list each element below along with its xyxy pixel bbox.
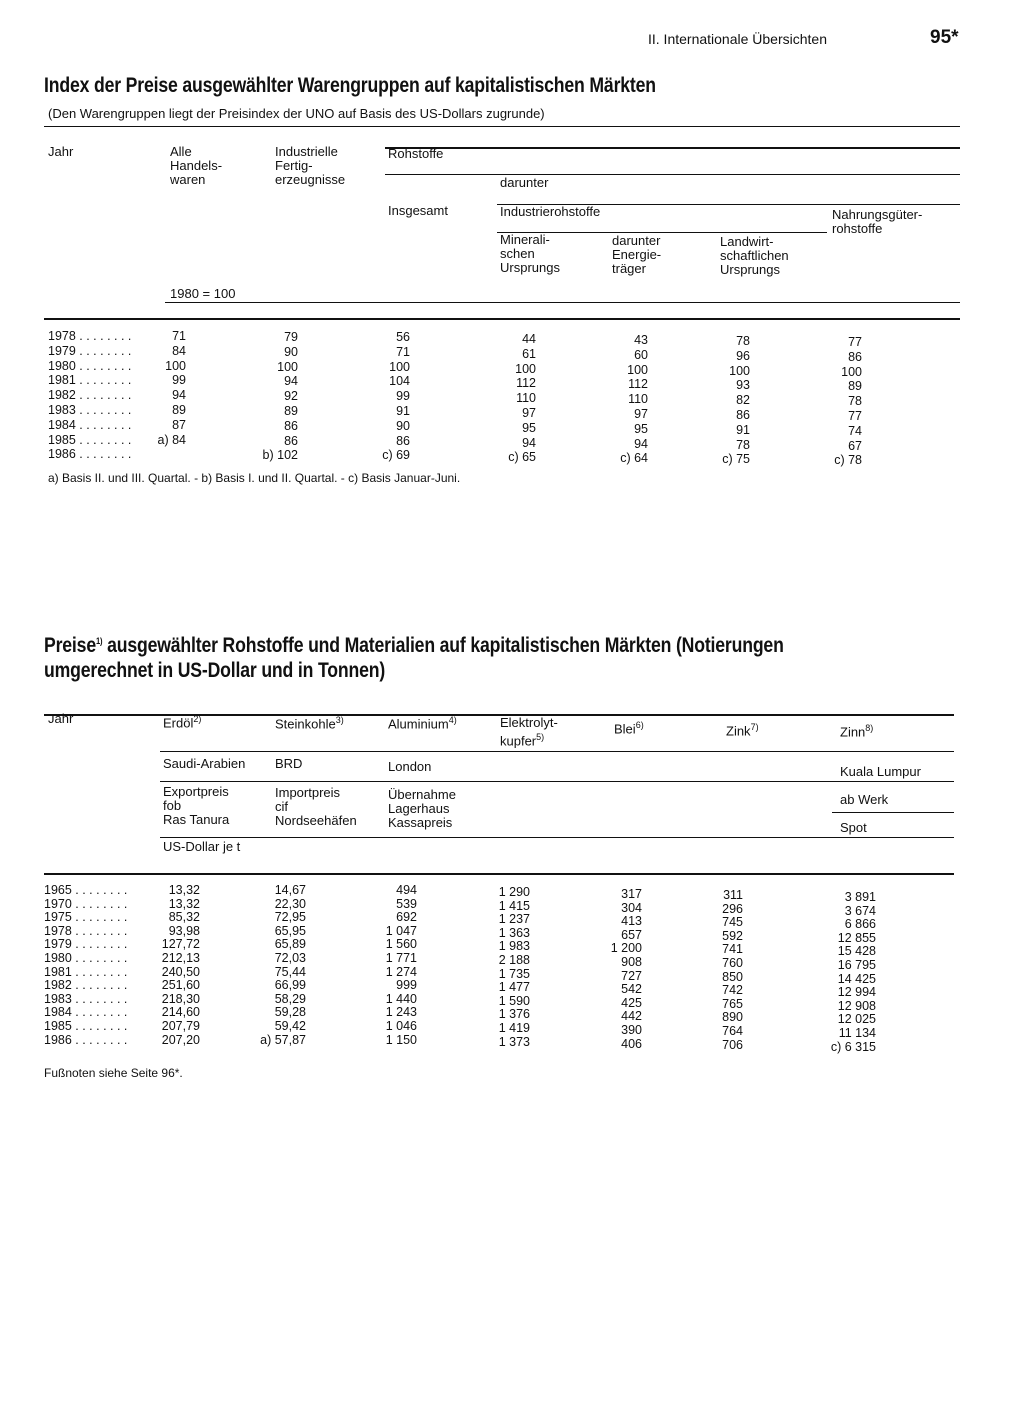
cell-erdoel: 13,32: [168, 883, 200, 897]
cell-kupfer: 1 590: [498, 993, 530, 1008]
cell-kohle: 72,03: [274, 951, 306, 965]
t1-col-rohstoffe: Rohstoffe: [388, 146, 444, 161]
t2-importpreis: Importpreis cif Nordseehäfen: [275, 785, 357, 828]
cell-zinn: 6 866: [844, 917, 876, 932]
table1-title: Index der Preise ausgewählter Warengruppen auf kapitalistischen Märkten: [44, 74, 656, 97]
cell-alle: 94: [172, 388, 186, 403]
t2-kupfer-label: Elektrolyt- kupfer: [500, 715, 558, 749]
section-heading: II. Internationale Übersichten: [648, 31, 827, 47]
cell-kupfer: 1 373: [498, 1034, 530, 1049]
cell-blei: 1 200: [610, 941, 642, 956]
table2-title-rest: ausgewählter Rohstoffe und Materialien auf kapitalistischen Märkten (Notierungen: [102, 634, 784, 657]
cell-blei: 442: [621, 1009, 642, 1024]
table2-rule-zinn: [832, 812, 954, 813]
row-year: 1965 . . . . . . . .: [44, 883, 128, 897]
t1-col-nahrung: Nahrungsgüter- rohstoffe: [832, 207, 923, 236]
cell-energie: 43: [634, 333, 648, 347]
cell-blei: 317: [621, 887, 642, 901]
cell-erdoel: 85,32: [168, 910, 200, 925]
cell-alu: 1 771: [385, 951, 417, 965]
table1-subtitle: (Den Warengruppen liegt der Preisindex der UNO auf Basis des US-Dollars zugrunde): [48, 106, 545, 121]
cell-energie: 60: [634, 347, 648, 362]
cell-alu: 1 150: [385, 1032, 417, 1047]
cell-energie: 95: [634, 421, 648, 436]
t2-col-steinkohle: [275, 713, 344, 731]
cell-zinn: 12 994: [837, 985, 876, 1000]
cell-kupfer: 1 376: [498, 1007, 530, 1022]
cell-zink: 890: [722, 1010, 743, 1025]
cell-blei: 657: [621, 927, 642, 942]
cell-ind: 92: [284, 389, 298, 404]
cell-blei: 406: [621, 1036, 642, 1051]
cell-zink: 745: [722, 915, 743, 930]
cell-zink: 311: [723, 888, 743, 902]
cell-kupfer: 1 237: [498, 912, 530, 927]
cell-zink: 850: [722, 969, 743, 984]
t2-steinkohle-label: Steinkohle: [275, 716, 336, 732]
row-year: 1979 . . . . . . . .: [44, 937, 128, 952]
t2-erdoel-fn: 2): [193, 714, 202, 724]
cell-kupfer: 1 363: [498, 925, 530, 940]
cell-min: 112: [516, 376, 536, 391]
t1-col-darunter: darunter: [500, 175, 549, 190]
cell-insg: 90: [396, 418, 410, 433]
cell-energie: 100: [627, 362, 648, 377]
row-year: 1985 . . . . . . . .: [44, 1019, 128, 1033]
cell-alu: 1 047: [385, 923, 417, 938]
cell-erdoel: 240,50: [161, 964, 200, 979]
table1-rule-rohstoffe: [385, 147, 960, 149]
cell-zink: 592: [722, 928, 743, 943]
t2-col-erdoel: [163, 712, 201, 730]
t2-place-london: London: [388, 759, 432, 774]
t1-col-mineral: Minerali- schen Ursprungs: [500, 232, 560, 275]
cell-blei: 908: [621, 955, 642, 969]
row-year: 1975 . . . . . . . .: [44, 910, 128, 925]
cell-zink: 296: [722, 901, 743, 916]
cell-kohle: 22,30: [274, 896, 306, 911]
table2-rule-1: [160, 751, 954, 752]
t2-erdoel-label: Erdöl: [163, 715, 194, 731]
cell-insg: 100: [389, 359, 410, 374]
t2-blei-label: Blei: [614, 721, 636, 737]
t2-col-blei: [614, 718, 644, 736]
cell-zinn: 3 674: [844, 903, 876, 918]
cell-kohle: 66,99: [274, 978, 306, 993]
cell-erdoel: 207,20: [161, 1032, 200, 1047]
cell-kupfer: 2 188: [498, 953, 530, 967]
page-number: 95*: [930, 27, 959, 48]
row-year: 1983 . . . . . . . .: [48, 403, 132, 417]
table2-rule-body: [44, 873, 954, 875]
cell-alu: 1 440: [385, 991, 417, 1006]
row-year: 1984 . . . . . . . .: [48, 417, 132, 432]
cell-nahr: 74: [848, 423, 862, 438]
table2-title-footnote: 1): [95, 636, 103, 646]
cell-landw: 96: [736, 348, 750, 363]
cell-insg: 86: [396, 433, 410, 448]
cell-kupfer: 1 477: [498, 980, 530, 995]
t2-col-zinn: [840, 721, 873, 739]
cell-nahr: 78: [848, 394, 862, 409]
cell-kohle: 59,28: [274, 1005, 306, 1020]
cell-zinn: 12 908: [837, 998, 876, 1013]
row-year: 1982 . . . . . . . .: [48, 388, 132, 403]
t2-col-aluminium: [388, 713, 457, 731]
cell-landw: 78: [736, 334, 750, 348]
table2-rule-2: [160, 781, 954, 782]
cell-erdoel: 127,72: [161, 937, 200, 952]
table1-rule-body: [44, 318, 960, 320]
cell-energie: 97: [634, 407, 648, 421]
cell-zinn: 3 891: [844, 890, 876, 904]
cell-insg: 56: [396, 330, 410, 344]
cell-landw: 91: [736, 422, 750, 437]
t2-zinn-fn: 8): [865, 723, 874, 733]
t2-exportpreis: Exportpreis fob Ras Tanura: [163, 784, 230, 827]
row-year: 1981 . . . . . . . .: [48, 373, 132, 388]
table2-title-line2: umgerechnet in US-Dollar und in Tonnen): [44, 659, 386, 682]
cell-alu: 1 274: [385, 964, 417, 979]
cell-zinn: 16 795: [837, 958, 876, 972]
cell-zink: 741: [722, 942, 743, 957]
cell-kupfer: 1 735: [498, 966, 530, 981]
t1-col-jahr: Jahr: [48, 144, 74, 159]
cell-kohle: 59,42: [274, 1019, 306, 1033]
table1-footnote: a) Basis II. und III. Quartal. - b) Basis I. und II. Quartal. - c) Basis Januar-Juni.: [48, 471, 461, 485]
cell-ind: 94: [284, 374, 298, 389]
cell-zink: 760: [722, 956, 743, 970]
cell-alu: 1 046: [385, 1019, 417, 1033]
row-year: 1980 . . . . . . . .: [44, 951, 128, 965]
cell-erdoel: 214,60: [161, 1005, 200, 1020]
table2-rule-3: [160, 837, 954, 838]
cell-kohle: 65,95: [274, 923, 306, 938]
cell-blei: 390: [621, 1023, 642, 1037]
t1-col-insgesamt: Insgesamt: [388, 203, 448, 218]
cell-blei: 727: [621, 968, 642, 983]
cell-insg: 99: [396, 389, 410, 404]
cell-min: 94: [522, 435, 536, 450]
t2-blei-fn: 6): [635, 720, 644, 730]
cell-zink: 742: [722, 983, 743, 998]
t2-zinn-label: Zinn: [840, 724, 866, 740]
row-year: 1978 . . . . . . . .: [44, 923, 128, 938]
cell-landw: 78: [736, 437, 750, 452]
cell-ind: 90: [284, 344, 298, 359]
cell-min: 44: [522, 332, 536, 346]
row-year: 1983 . . . . . . . .: [44, 991, 128, 1006]
cell-kohle: a) 57,87: [260, 1032, 306, 1047]
row-year: 1984 . . . . . . . .: [44, 1005, 128, 1020]
cell-alle: 87: [172, 417, 186, 432]
cell-ind: 86: [284, 433, 298, 448]
cell-zinn: 14 425: [837, 971, 876, 986]
table1-rule-darunter: [385, 174, 960, 175]
cell-ind: b) 102: [262, 448, 298, 463]
cell-landw: c) 75: [722, 452, 750, 467]
cell-insg: c) 69: [382, 448, 410, 463]
t2-unit: US-Dollar je t: [163, 839, 241, 854]
row-year: 1979 . . . . . . . .: [48, 343, 132, 358]
table1-top-rule: [44, 126, 960, 127]
t2-spot: Spot: [840, 820, 867, 835]
cell-blei: 542: [621, 982, 642, 997]
cell-insg: 91: [396, 404, 410, 418]
t2-steinkohle-fn: 3): [335, 715, 344, 725]
table2-footnote: Fußnoten siehe Seite 96*.: [44, 1066, 183, 1080]
t2-col-kupfer: [500, 716, 558, 748]
row-year: 1980 . . . . . . . .: [48, 358, 132, 373]
cell-nahr: 86: [848, 349, 862, 364]
cell-blei: 304: [621, 900, 642, 915]
row-year: 1978 . . . . . . . .: [48, 329, 132, 343]
cell-nahr: 100: [841, 364, 862, 379]
cell-alu: 1 243: [385, 1005, 417, 1020]
cell-ind: 89: [284, 404, 298, 418]
cell-erdoel: 93,98: [168, 923, 200, 938]
cell-min: 61: [522, 346, 536, 361]
t2-aluminium-label: Aluminium: [388, 716, 449, 732]
cell-erdoel: 251,60: [161, 978, 200, 993]
t2-place-brd: BRD: [275, 756, 303, 771]
t2-uebernahme: Übernahme Lagerhaus Kassapreis: [388, 787, 456, 830]
cell-alu: 539: [396, 896, 417, 911]
cell-min: c) 65: [508, 450, 536, 465]
cell-alu: 494: [396, 883, 417, 897]
cell-nahr: c) 78: [834, 453, 862, 468]
cell-energie: 110: [628, 392, 648, 407]
cell-landw: 100: [729, 363, 750, 378]
cell-zink: 765: [722, 996, 743, 1011]
cell-kohle: 65,89: [274, 937, 306, 952]
cell-nahr: 67: [848, 438, 862, 453]
cell-landw: 93: [736, 378, 750, 393]
t2-abwerk: ab Werk: [840, 792, 889, 807]
cell-alle: a) 84: [157, 432, 186, 447]
cell-kohle: 58,29: [274, 991, 306, 1006]
cell-zink: 764: [722, 1024, 743, 1038]
cell-kupfer: 1 983: [498, 939, 530, 954]
cell-nahr: 77: [848, 335, 862, 349]
cell-min: 95: [522, 420, 536, 435]
cell-kohle: 75,44: [274, 964, 306, 979]
cell-alu: 692: [396, 910, 417, 925]
cell-blei: 413: [621, 914, 642, 929]
row-year: 1970 . . . . . . . .: [44, 896, 128, 911]
cell-zinn: 15 428: [837, 944, 876, 959]
cell-kupfer: 1 419: [498, 1021, 530, 1035]
cell-erdoel: 207,79: [161, 1019, 200, 1033]
cell-kupfer: 1 290: [498, 885, 530, 899]
cell-zinn: 12 855: [837, 930, 876, 945]
t1-basis-label: 1980 = 100: [170, 286, 236, 301]
cell-min: 97: [522, 406, 536, 420]
t1-col-industrielle: Industrielle Fertig- erzeugnisse: [275, 144, 346, 187]
cell-zink: 706: [722, 1037, 743, 1052]
t2-col-jahr: Jahr: [48, 711, 74, 726]
t1-col-landwirt: Landwirt- schaftlichen Ursprungs: [720, 234, 789, 277]
cell-alle: 100: [165, 358, 186, 373]
cell-erdoel: 212,13: [161, 951, 200, 965]
cell-alu: 999: [396, 978, 417, 993]
cell-kohle: 72,95: [274, 910, 306, 925]
cell-nahr: 77: [848, 409, 862, 423]
cell-energie: c) 64: [620, 451, 648, 466]
table1-rule-basis: [165, 302, 960, 303]
table2-title-main: Preise: [44, 634, 96, 657]
t2-aluminium-fn: 4): [448, 715, 457, 725]
row-year: 1981 . . . . . . . .: [44, 964, 128, 979]
cell-alle: 89: [172, 403, 186, 417]
row-year: 1986 . . . . . . . .: [44, 1032, 128, 1047]
t2-place-saudi: Saudi-Arabien: [163, 756, 246, 771]
cell-ind: 79: [284, 330, 298, 344]
cell-insg: 71: [396, 344, 410, 359]
cell-zinn: c) 6 315: [830, 1039, 876, 1054]
t2-zink-label: Zink: [726, 723, 751, 739]
cell-erdoel: 218,30: [161, 991, 200, 1006]
cell-alu: 1 560: [385, 937, 417, 952]
cell-nahr: 89: [848, 379, 862, 394]
row-year: 1985 . . . . . . . .: [48, 432, 132, 447]
t2-kupfer-fn: 5): [536, 732, 545, 742]
cell-energie: 112: [628, 377, 648, 392]
cell-alle: 99: [172, 373, 186, 388]
cell-erdoel: 13,32: [168, 896, 200, 911]
cell-ind: 86: [284, 418, 298, 433]
row-year: 1986 . . . . . . . .: [48, 447, 132, 462]
cell-kohle: 14,67: [274, 883, 306, 897]
t2-place-kuala: Kuala Lumpur: [840, 764, 921, 779]
t2-col-zink: [726, 720, 759, 738]
t2-zink-fn: 7): [750, 722, 759, 732]
row-year: 1982 . . . . . . . .: [44, 978, 128, 993]
cell-energie: 94: [634, 436, 648, 451]
cell-zinn: 12 025: [837, 1012, 876, 1027]
cell-alle: 84: [172, 343, 186, 358]
t1-col-energie: darunter Energie- träger: [612, 233, 662, 276]
cell-kupfer: 1 415: [498, 898, 530, 913]
cell-min: 110: [516, 391, 536, 406]
t1-col-alle: Alle Handels- waren: [170, 144, 223, 187]
cell-zinn: 11 134: [838, 1026, 876, 1040]
cell-landw: 82: [736, 393, 750, 408]
cell-blei: 425: [621, 995, 642, 1010]
cell-landw: 86: [736, 408, 750, 422]
t1-col-industrierohstoffe: Industrierohstoffe: [500, 204, 601, 219]
cell-min: 100: [515, 361, 536, 376]
cell-insg: 104: [389, 374, 410, 389]
cell-alle: 71: [172, 329, 186, 343]
cell-ind: 100: [277, 359, 298, 374]
table2-title-line1: [44, 634, 784, 658]
